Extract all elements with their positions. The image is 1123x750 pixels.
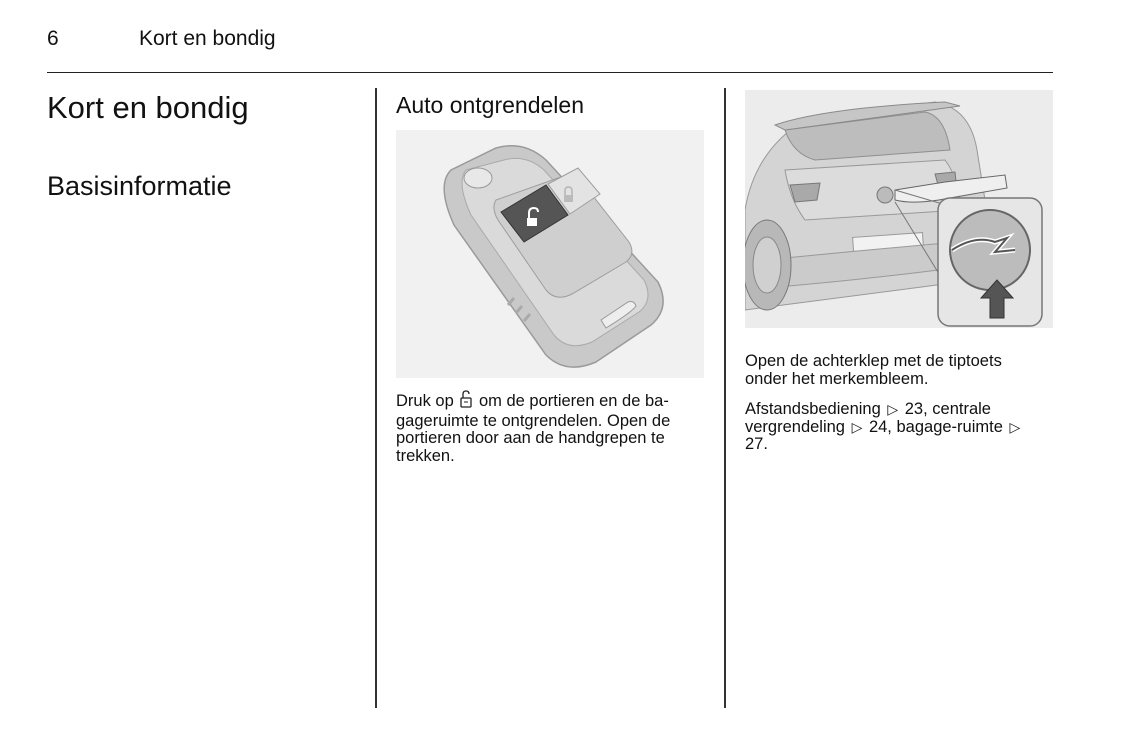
running-title: Kort en bondig xyxy=(139,27,276,50)
tailgate-illustration xyxy=(745,90,1053,328)
subsection-title: Auto ontgrendelen xyxy=(396,92,584,118)
key-fob-illustration xyxy=(396,130,704,378)
text-druk-op: Druk op xyxy=(396,392,454,410)
page-ref-arrow-icon: ▷ xyxy=(1009,418,1021,435)
page-ref-arrow-icon: ▷ xyxy=(851,418,863,435)
column-divider xyxy=(375,88,377,708)
ref-central-locking: centrale vergrendeling xyxy=(745,400,991,436)
page-ref-arrow-icon: ▷ xyxy=(887,401,899,417)
ref-luggage-page[interactable]: 27. xyxy=(745,435,768,453)
ref-central-locking-page[interactable]: 24, xyxy=(868,417,892,436)
tailgate-instruction: Open de achterklep met de tiptoets onder het merkembleem. xyxy=(745,352,1002,388)
text-unlock-rest: om de portieren en de ba-gageruimte te ontgrendelen. Open de portieren door aan de handgrepen te trekken. xyxy=(396,392,671,465)
page-header xyxy=(47,27,1053,73)
page-number: 6 xyxy=(47,27,59,50)
ref-remote-page[interactable]: 23, xyxy=(904,400,928,418)
unlock-instruction xyxy=(396,390,706,465)
unlock-icon xyxy=(460,390,472,413)
ref-luggage: bagage-ruimte xyxy=(896,417,1003,436)
cross-references xyxy=(745,401,1045,454)
chapter-title: Kort en bondig xyxy=(47,90,249,125)
ref-remote: Afstandsbediening xyxy=(745,400,881,418)
section-title: Basisinformatie xyxy=(47,171,232,201)
column-divider xyxy=(724,88,726,708)
